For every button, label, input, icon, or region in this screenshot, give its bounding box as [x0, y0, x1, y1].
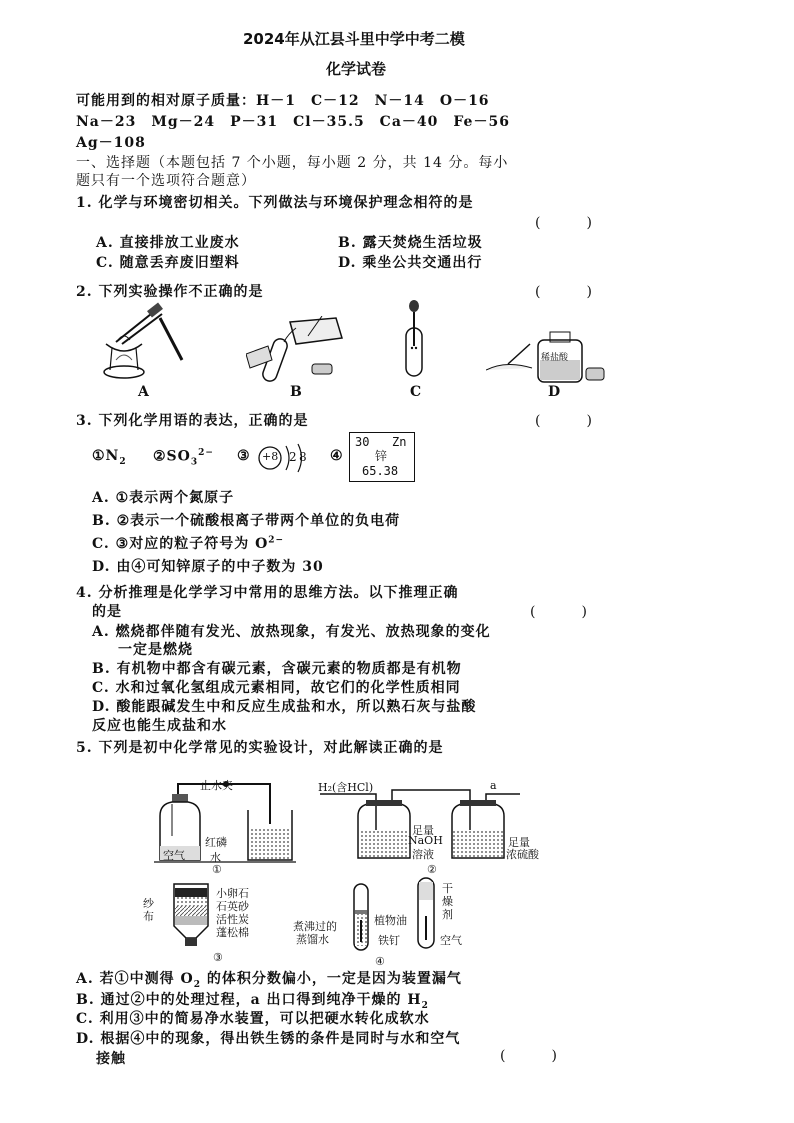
q4-option-a-line-2: 一定是燃烧 [118, 642, 193, 658]
section-heading-line-2: 题只有一个选项符合题意） [76, 173, 256, 189]
q2-figure-b-pouring-illustration [246, 316, 356, 384]
q2-stem: 2. 下列实验操作不正确的是 [76, 284, 264, 300]
fig2-acid-line-1: 足量 [508, 836, 530, 849]
q3-shell-2: 8 [299, 450, 307, 464]
fig4-boiled-water-line-1: 煮沸过的 [293, 920, 337, 933]
q5-answer-blank[interactable]: ( ) [500, 1048, 558, 1064]
q5-figure-3-water-filter [168, 880, 218, 948]
q5-stem: 5. 下列是初中化学常见的实验设计，对此解读正确的是 [76, 740, 444, 756]
fig3-cloth-line-2: 布 [143, 910, 154, 923]
fig4-drier-line-1: 干 [442, 882, 453, 895]
q3-nucleus-charge: +8 [262, 450, 279, 463]
fig2-gas-label: H₂(含HCl) [318, 781, 374, 794]
q1-option-b: B. 露天焚烧生活垃圾 [338, 235, 483, 251]
q3-symbol-4-marker: ④ [330, 448, 344, 464]
q5-option-d-line-2: 接触 [96, 1051, 126, 1067]
q3-shell-1: 2 [289, 450, 297, 464]
fig1-water-label: 水 [210, 851, 221, 864]
fig3-layer-cotton: 蓬松棉 [216, 926, 249, 939]
q5-option-b: B. 通过②中的处理过程，a 出口得到纯净干燥的 $H_2$ [76, 992, 429, 1011]
fig3-layer-pebbles: 小卵石 [216, 887, 249, 900]
q1-answer-blank[interactable]: ( ) [535, 215, 593, 231]
q3-option-b: B. ②表示一个硫酸根离子带两个单位的负电荷 [92, 513, 401, 529]
q5-option-c: C. 利用③中的简易净水装置，可以把硬水转化成软水 [76, 1011, 430, 1027]
section-heading-line-1: 一、选择题（本题包括 7 个小题，每小题 2 分，共 14 分。每小 [76, 155, 509, 171]
fig3-cloth-line-1: 纱 [143, 897, 154, 910]
q1-option-a: A. 直接排放工业废水 [96, 235, 240, 251]
q2-answer-blank[interactable]: ( ) [535, 284, 593, 300]
q5-option-a: A. 若①中测得 $O_2$ 的体积分数偏小，一定是因为装置漏气 [76, 971, 462, 990]
q1-option-c: C. 随意丢弃废旧塑料 [96, 255, 240, 271]
q2-figure-c-dropper-illustration [400, 300, 434, 384]
q3-symbol-3-marker: ③ [237, 448, 251, 464]
q3-zinc-element-card [349, 432, 415, 482]
atomic-mass-line-2: Na－23 Mg－24 P－31 Cl－35.5 Ca－40 Fe－56 [76, 114, 510, 130]
fig4-air-label: 空气 [440, 934, 462, 947]
q3-symbol-1: $①N_2$ [92, 448, 127, 467]
q3-option-c: C. ③对应的粒子符号为 $O^{2-}$ [92, 535, 285, 552]
q2-label-c: C [410, 384, 423, 400]
fig1-air-label: 空气 [163, 849, 185, 862]
q4-stem-line-2: 的是 [92, 604, 122, 620]
fig3-layer-carbon: 活性炭 [216, 913, 249, 926]
q4-option-d-line-2: 反应也能生成盐和水 [92, 718, 227, 734]
q2-figure-a-evaporation-illustration [96, 300, 196, 384]
fig2-number: ② [427, 863, 437, 876]
fig4-drier-line-2: 燥 [442, 895, 453, 908]
fig4-oil-label: 植物油 [374, 914, 407, 927]
q4-stem-line-1: 4. 分析推理是化学学习中常用的思维方法。以下推理正确 [76, 585, 459, 601]
zinc-atomic-mass: 65.38 [362, 464, 399, 478]
fig2-naoh-line-3: 溶液 [412, 848, 434, 861]
q4-option-b: B. 有机物中都含有碳元素，含碳元素的物质都是有机物 [92, 661, 462, 677]
q4-option-d-line-1: D. 酸能跟碱发生中和反应生成盐和水，所以熟石灰与盐酸 [92, 699, 477, 715]
fig3-number: ③ [213, 951, 223, 964]
q3-symbol-2: $②SO_3^{2-}$ [153, 448, 214, 468]
fig4-number: ④ [375, 955, 385, 968]
page-subtitle: 化学试卷 [326, 60, 387, 78]
q3-option-a: A. ①表示两个氮原子 [92, 490, 235, 506]
fig1-clamp-label: 止水夹 [200, 779, 233, 792]
q2-label-b: B [290, 384, 303, 400]
q4-option-a-line-1: A. 燃烧都伴随有发光、放热现象，有发光、放热现象的变化 [92, 624, 491, 640]
fig2-outlet-label: a [490, 779, 497, 792]
q1-stem: 1. 化学与环境密切相关。下列做法与环境保护理念相符的是 [76, 195, 474, 211]
atomic-mass-line-3: Ag－108 [76, 135, 146, 151]
atomic-mass-line-1: 可能用到的相对原子质量：H－1 C－12 N－14 O－16 [76, 93, 490, 109]
zinc-atomic-number: 30 [355, 435, 370, 449]
zinc-symbol: Zn [392, 435, 407, 449]
fig2-naoh-line-2: NaOH [408, 834, 443, 847]
q2-bottle-label: 稀盐酸 [541, 353, 569, 363]
q1-option-d: D. 乘坐公共交通出行 [338, 255, 483, 271]
q4-answer-blank[interactable]: ( ) [530, 604, 588, 620]
q4-option-c: C. 水和过氧化氢组成元素相同，故它们的化学性质相同 [92, 680, 461, 696]
fig2-naoh-line-1: 足量 [412, 824, 434, 837]
q3-stem: 3. 下列化学用语的表达，正确的是 [76, 413, 309, 429]
q2-label-d: D [548, 384, 562, 400]
fig4-drier-line-3: 剂 [442, 908, 453, 921]
fig3-layer-quartz: 石英砂 [216, 900, 249, 913]
fig1-number: ① [212, 863, 222, 876]
q3-answer-blank[interactable]: ( ) [535, 413, 593, 429]
fig4-boiled-water-line-2: 蒸馏水 [296, 933, 329, 946]
zinc-name: 锌 [375, 449, 388, 463]
fig1-phosphorus-label: 红磷 [205, 836, 227, 849]
fig2-acid-line-2: 浓硫酸 [506, 848, 539, 861]
fig4-nail-label: 铁钉 [378, 934, 400, 947]
q5-option-d-line-1: D. 根据④中的现象，得出铁生锈的条件是同时与水和空气 [76, 1031, 461, 1047]
q3-option-d: D. 由④可知锌原子的中子数为 30 [92, 559, 324, 575]
page-title: 2024年从江县斗里中学中考二模 [243, 30, 465, 48]
q2-label-a: A [138, 384, 150, 400]
